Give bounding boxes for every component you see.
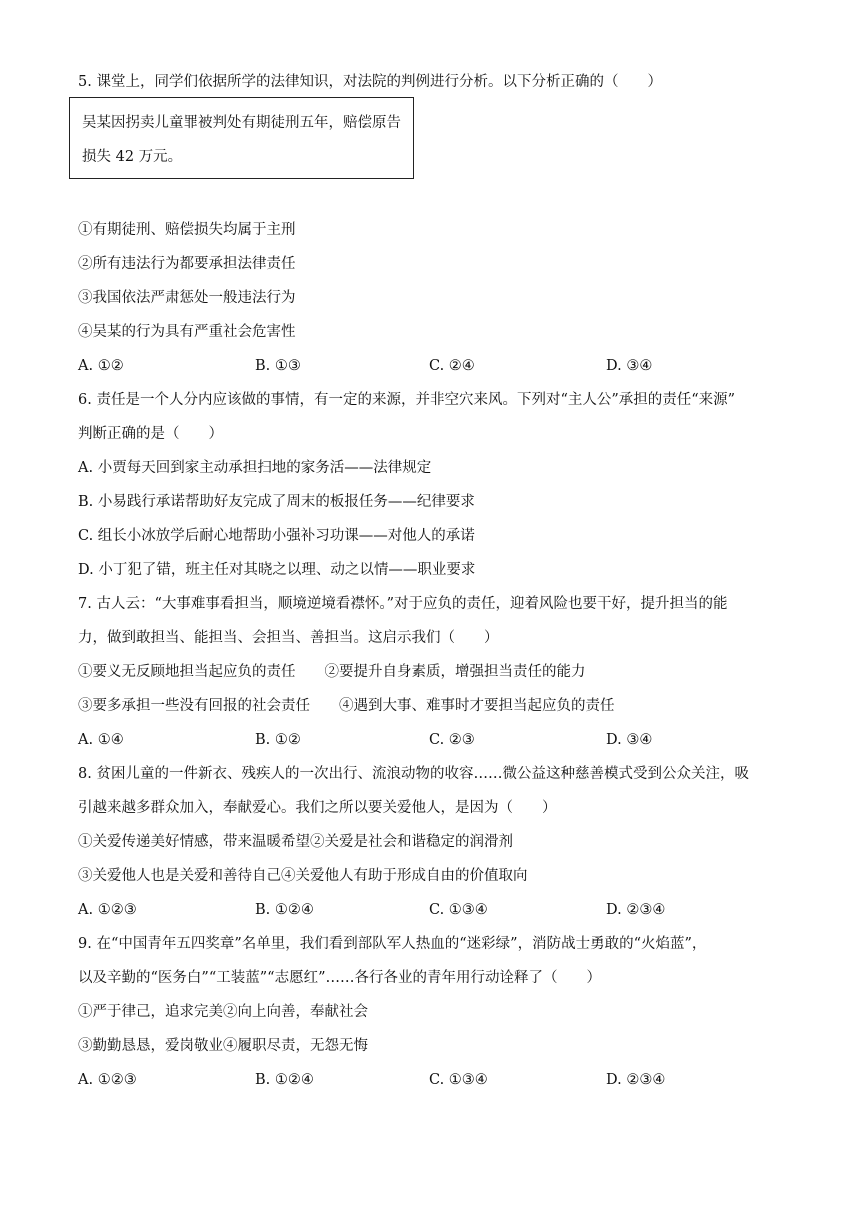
q7-items-line-2: ③要多承担一些没有回报的社会责任 ④遇到大事、难事时才要担当起应负的责任 xyxy=(78,698,615,714)
q6-option-c[interactable]: C. 组长小冰放学后耐心地帮助小强补习功课——对他人的承诺 xyxy=(78,528,475,544)
q9-stem-line-2: 以及辛勤的“医务白”“工装蓝”“志愿红”……各行各业的青年用行动诠释了（ ） xyxy=(78,970,601,986)
q5-item-1: ①有期徒刑、赔偿损失均属于主刑 xyxy=(78,222,296,238)
q5-option-d[interactable]: D. ③④ xyxy=(606,358,653,374)
q5-case-box xyxy=(69,97,414,179)
q5-option-b[interactable]: B. ①③ xyxy=(255,358,301,374)
q8-options xyxy=(78,900,778,920)
q8-stem-line-1: 8. 贫困儿童的一件新衣、残疾人的一次出行、流浪动物的收容……微公益这种慈善模式受到公众关注，吸 xyxy=(78,766,749,782)
q9-option-b[interactable]: B. ①②④ xyxy=(255,1072,314,1088)
q8-stem-line-2: 引越来越多群众加入，奉献爱心。我们之所以要关爱他人，是因为（ ） xyxy=(78,800,557,816)
q7-option-d[interactable]: D. ③④ xyxy=(606,732,653,748)
q8-option-b[interactable]: B. ①②④ xyxy=(255,902,314,918)
q5-option-a[interactable]: A. ①② xyxy=(78,358,124,374)
q5-item-3: ③我国依法严肃惩处一般违法行为 xyxy=(78,290,296,306)
q5-item-4: ④吴某的行为具有严重社会危害性 xyxy=(78,324,296,340)
q6-option-a[interactable]: A. 小贾每天回到家主动承担扫地的家务活——法律规定 xyxy=(78,460,432,476)
q5-case-line-1: 吴某因拐卖儿童罪被判处有期徒刑五年，赔偿原告 xyxy=(82,115,401,131)
q8-items-line-2: ③关爱他人也是关爱和善待自己④关爱他人有助于形成自由的价值取向 xyxy=(78,868,528,884)
q7-option-c[interactable]: C. ②③ xyxy=(429,732,475,748)
q7-stem-line-2: 力，做到敢担当、能担当、会担当、善担当。这启示我们（ ） xyxy=(78,630,499,646)
q6-stem-line-2: 判断正确的是（ ） xyxy=(78,426,223,442)
q9-option-a[interactable]: A. ①②③ xyxy=(78,1072,137,1088)
q5-stem: 5. 课堂上，同学们依据所学的法律知识，对法院的判例进行分析。以下分析正确的（ ） xyxy=(78,74,662,90)
q5-option-c[interactable]: C. ②④ xyxy=(429,358,475,374)
q7-options xyxy=(78,730,778,750)
q7-option-a[interactable]: A. ①④ xyxy=(78,732,124,748)
q8-option-c[interactable]: C. ①③④ xyxy=(429,902,488,918)
q8-option-a[interactable]: A. ①②③ xyxy=(78,902,137,918)
q6-option-d[interactable]: D. 小丁犯了错，班主任对其晓之以理、动之以情——职业要求 xyxy=(78,562,476,578)
q8-items-line-1: ①关爱传递美好情感，带来温暖希望②关爱是社会和谐稳定的润滑剂 xyxy=(78,834,513,850)
q8-option-d[interactable]: D. ②③④ xyxy=(606,902,666,918)
q9-items-line-2: ③勤勤恳恳，爱岗敬业④履职尽责，无怨无悔 xyxy=(78,1038,368,1054)
q7-option-b[interactable]: B. ①② xyxy=(255,732,301,748)
q5-options xyxy=(78,356,778,376)
q5-case-line-2: 损失 42 万元。 xyxy=(82,149,183,165)
q6-stem-line-1: 6. 责任是一个人分内应该做的事情，有一定的来源，并非空穴来风。下列对“主人公”承担的责任“来源” xyxy=(78,392,736,408)
q9-stem-line-1: 9. 在“中国青年五四奖章”名单里，我们看到部队军人热血的“迷彩绿”，消防战士勇敢的“火焰蓝”， xyxy=(78,936,707,952)
q9-option-c[interactable]: C. ①③④ xyxy=(429,1072,488,1088)
q7-items-line-1: ①要义无反顾地担当起应负的责任 ②要提升自身素质，增强担当责任的能力 xyxy=(78,664,586,680)
q9-option-d[interactable]: D. ②③④ xyxy=(606,1072,666,1088)
q6-option-b[interactable]: B. 小易践行承诺帮助好友完成了周末的板报任务——纪律要求 xyxy=(78,494,475,510)
q5-item-2: ②所有违法行为都要承担法律责任 xyxy=(78,256,296,272)
q7-stem-line-1: 7. 古人云：“大事难事看担当，顺境逆境看襟怀。”对于应负的责任，迎着风险也要干好，提升担当的能 xyxy=(78,596,728,612)
q9-items-line-1: ①严于律己，追求完美②向上向善，奉献社会 xyxy=(78,1004,368,1020)
q9-options xyxy=(78,1070,778,1090)
